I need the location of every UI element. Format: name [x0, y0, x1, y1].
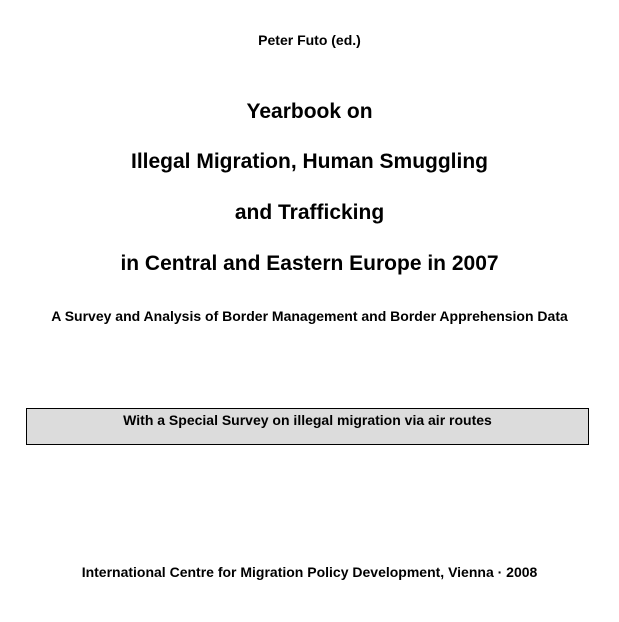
- publisher-line: International Centre for Migration Policy Development, Vienna · 2008: [81, 564, 538, 580]
- editor-line: Peter Futo (ed.): [258, 32, 361, 48]
- special-survey-box: [26, 408, 589, 445]
- subtitle: A Survey and Analysis of Border Management and Border Apprehension Data: [51, 308, 568, 324]
- title-line-4: in Central and Eastern Europe in 2007: [120, 252, 499, 275]
- title-line-3: and Trafficking: [234, 201, 385, 224]
- special-survey-text: With a Special Survey on illegal migration via air routes: [123, 412, 492, 428]
- title-line-1: Yearbook on: [246, 100, 373, 123]
- title-line-2: Illegal Migration, Human Smuggling: [130, 150, 488, 173]
